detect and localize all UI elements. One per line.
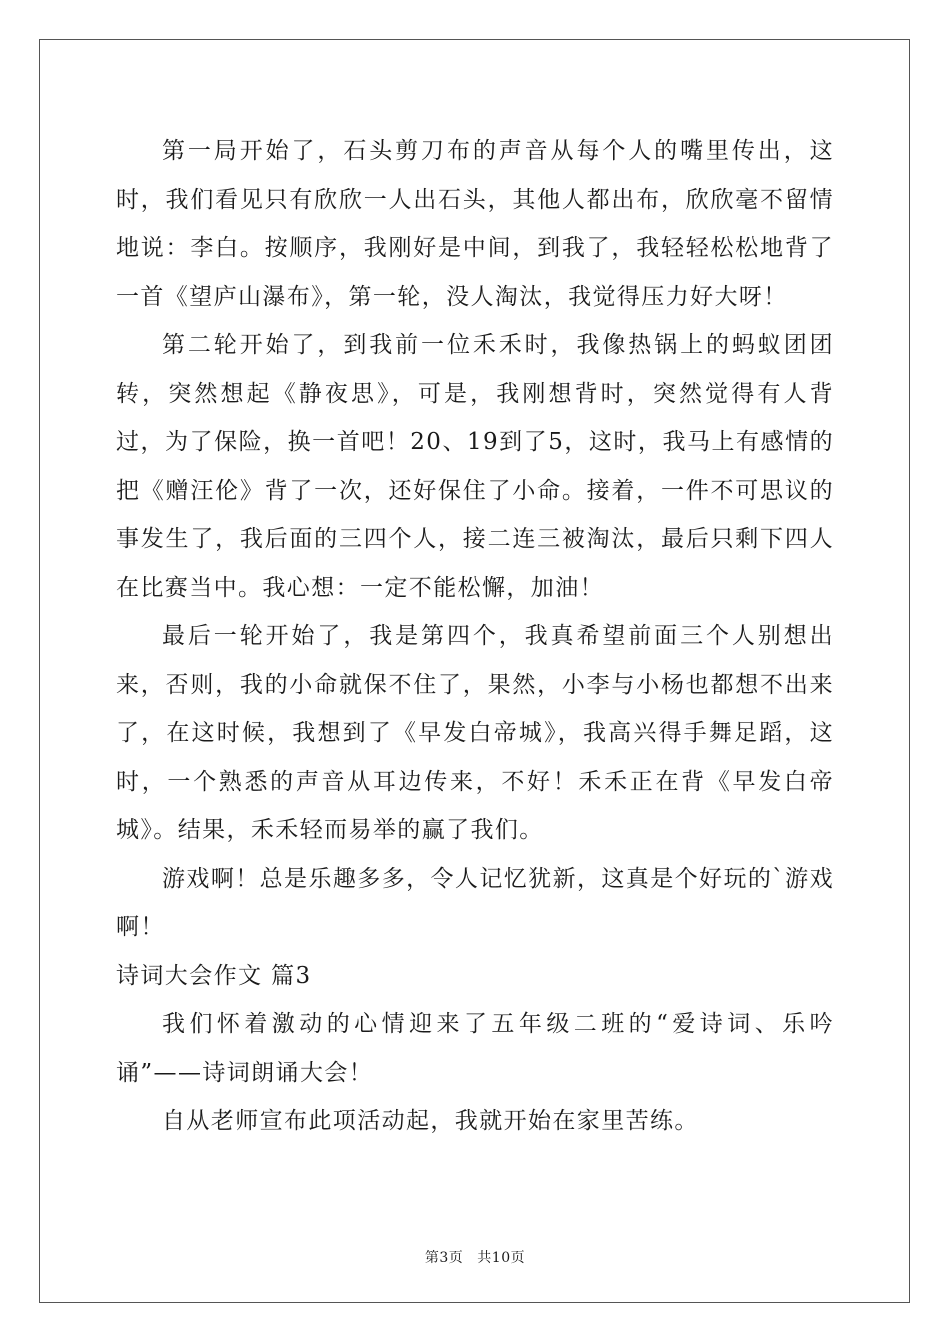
page-footer xyxy=(0,1247,950,1267)
page-number-total: 共10页 xyxy=(477,1250,526,1266)
document-body xyxy=(116,127,834,1146)
paragraph: 第二轮开始了，到我前一位禾禾时，我像热锅上的蚂蚁团团转，突然想起《静夜思》，可是，我刚想背时，突然觉得有人背过，为了保险，换一首吧！20、19到了5，这时，我马上有感情的把《赠汪伦》背了一次，还好保住了小命。接着，一件不可思议的事发生了，我后面的三四个人，接二连三被淘汰，最后只剩下四人在比赛当中。我心想：一定不能松懈，加油！ xyxy=(116,332,834,601)
paragraph: 最后一轮开始了，我是第四个，我真希望前面三个人别想出来，否则，我的小命就保不住了，果然，小李与小杨也都想不出来了，在这时候，我想到了《早发白帝城》，我高兴得手舞足蹈，这时，一个熟悉的声音从耳边传来，不好！禾禾正在背《早发白帝城》。结果，禾禾轻而易举的赢了我们。 xyxy=(116,623,834,843)
paragraph: 第一局开始了，石头剪刀布的声音从每个人的嘴里传出，这时，我们看见只有欣欣一人出石头，其他人都出布，欣欣毫不留情地说：李白。按顺序，我刚好是中间，到我了，我轻轻松松地背了一首《望庐山瀑布》，第一轮，没人淘汰，我觉得压力好大呀！ xyxy=(116,138,834,310)
paragraph: 自从老师宣布此项活动起，我就开始在家里苦练。 xyxy=(162,1108,699,1134)
page-number-current: 第3页 xyxy=(424,1250,464,1266)
paragraph: 游戏啊！总是乐趣多多，令人记忆犹新，这真是个好玩的`游戏啊！ xyxy=(116,865,834,940)
section-heading: 诗词大会作文 篇3 xyxy=(116,962,312,989)
paragraph: 我们怀着激动的心情迎来了五年级二班的“爱诗词、乐吟诵”——诗词朗诵大会！ xyxy=(116,1011,834,1086)
